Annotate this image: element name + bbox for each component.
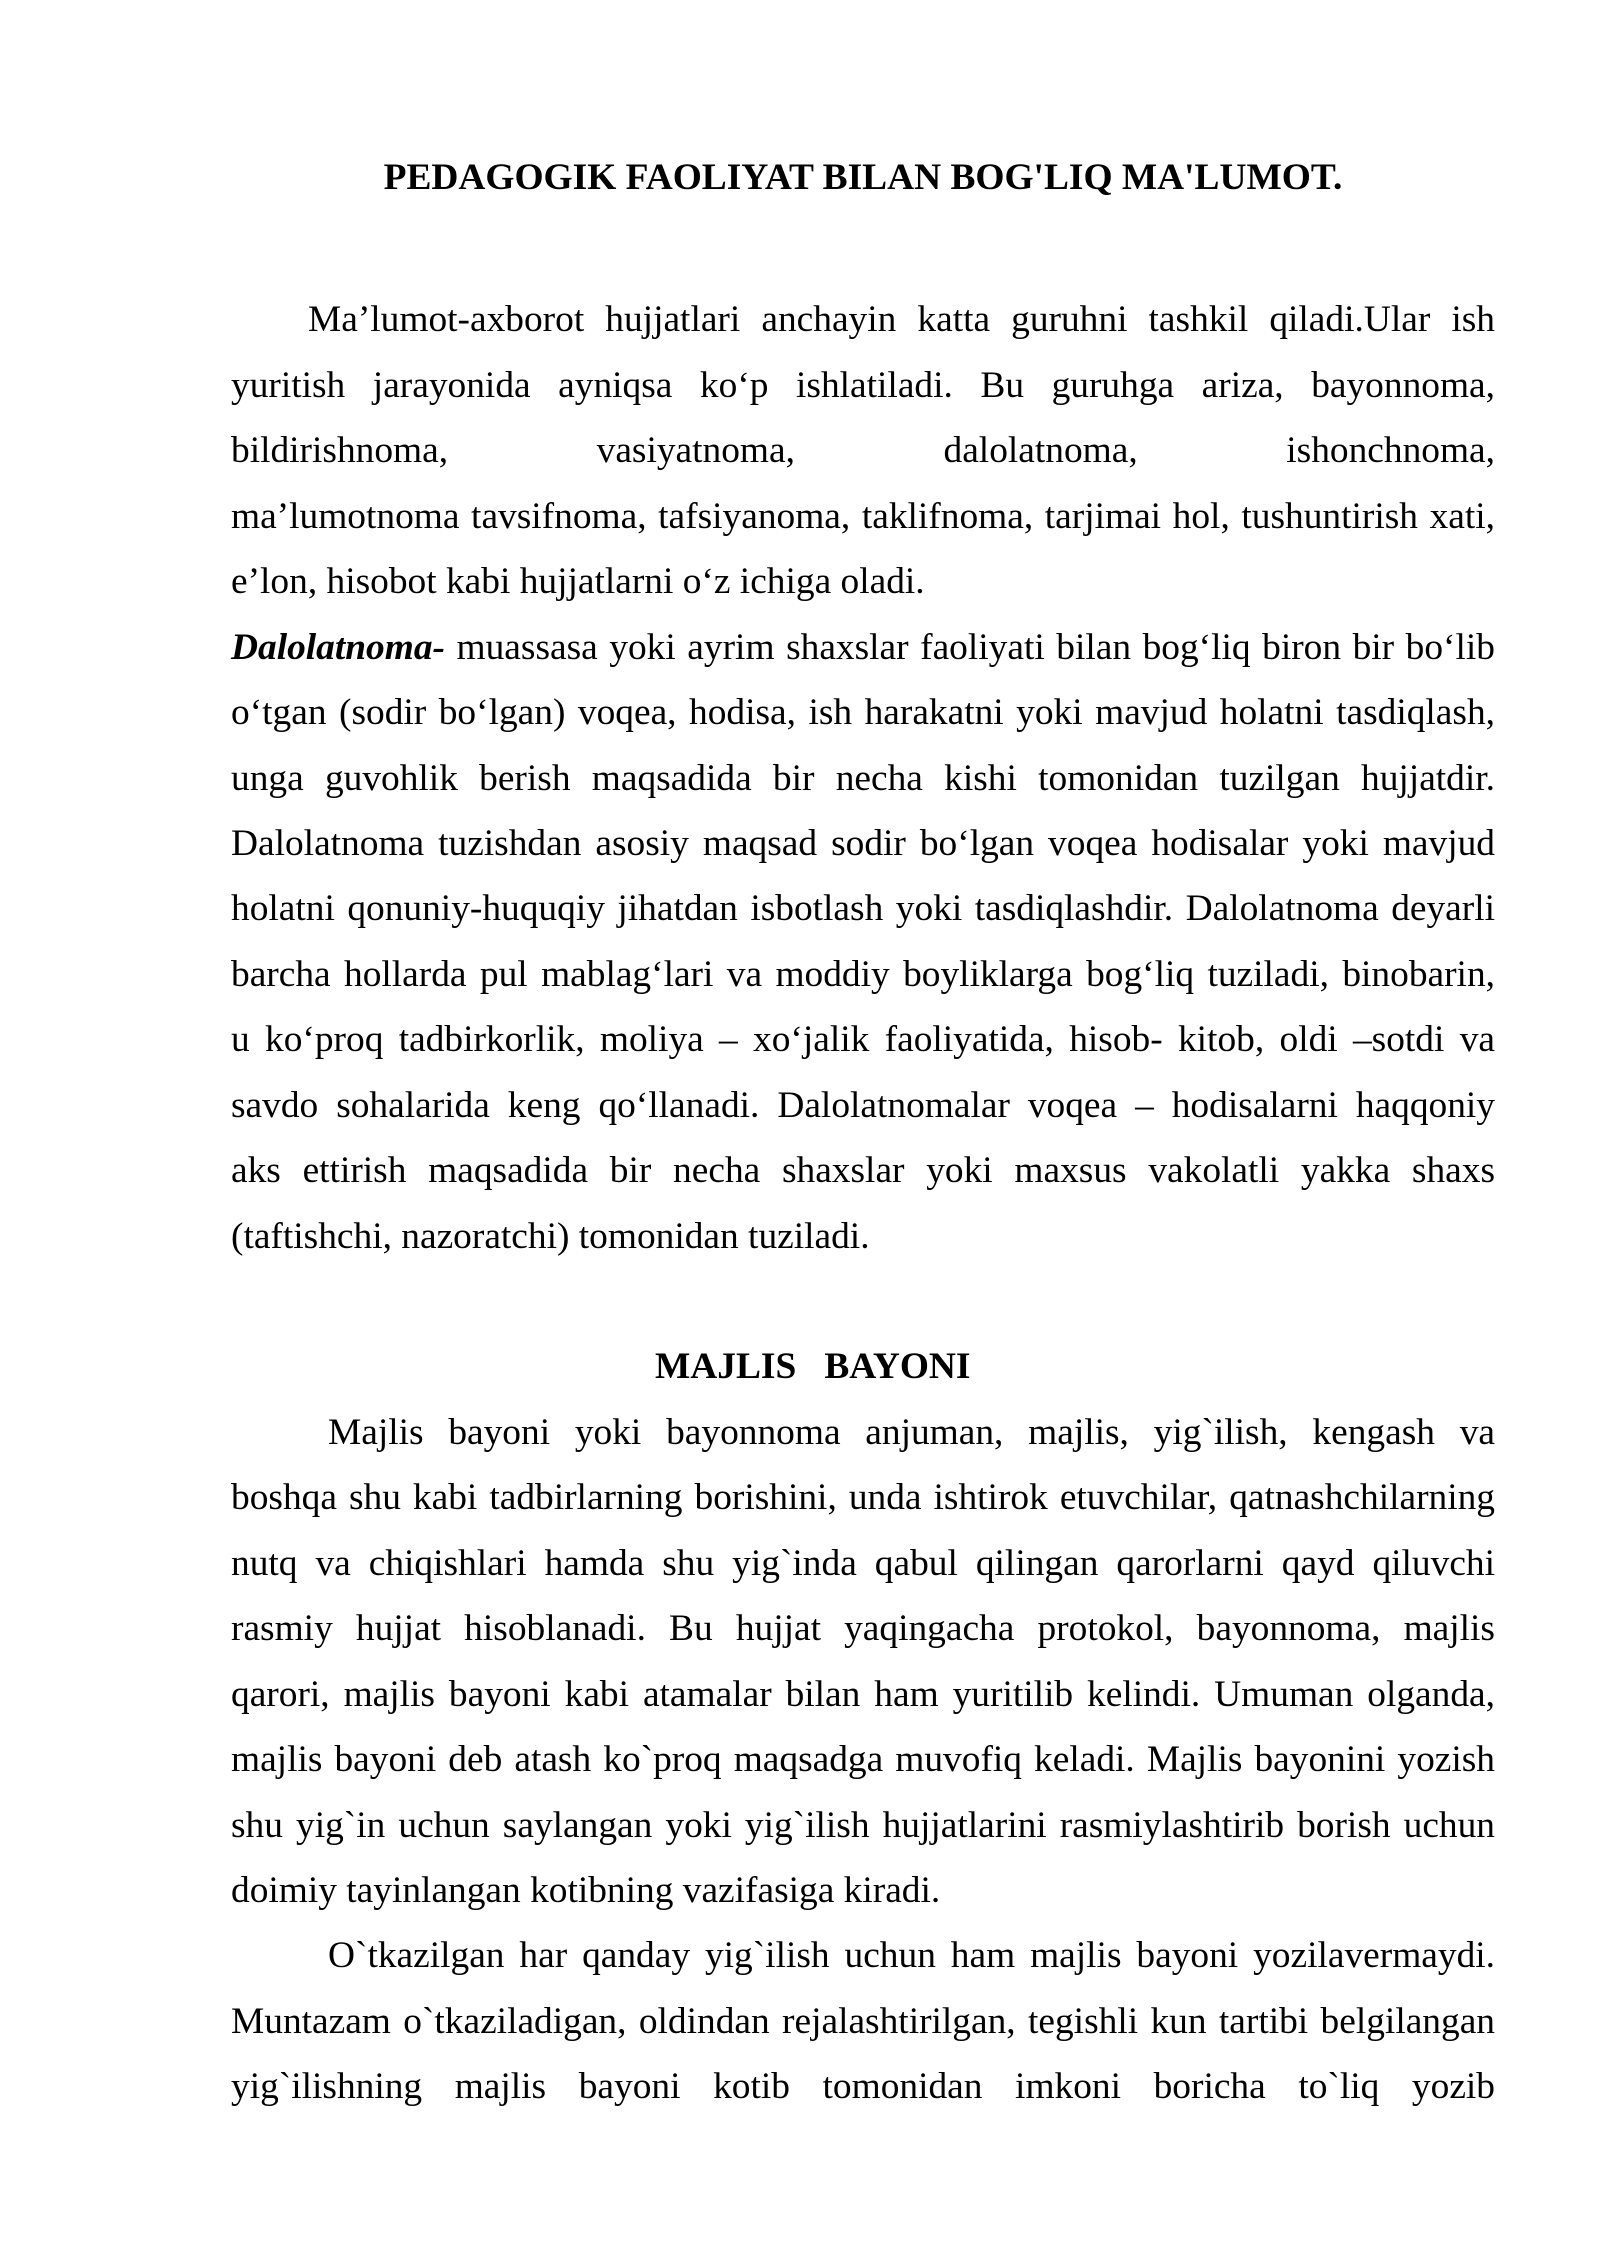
paragraph-line [231,615,1495,680]
document-body [231,145,1495,2120]
paragraph-line: aks ettirish maqsadida bir necha shaxslar yoki maxsus vakolatli yakka shaxs [231,1150,1495,1192]
paragraph-line: e’lon, hisobot kabi hujjatlarni o‘z ichiga oladi. [231,561,925,603]
definition-text: muassasa yoki ayrim shaxslar faoliyati bilan bog‘liq biron bir bo‘lib [456,626,1495,668]
paragraph-line: Dalolatnoma tuzishdan asosiy maqsad sodir bo‘lgan voqea hodisalar yoki mavjud [231,822,1495,864]
paragraph-line: boshqa shu kabi tadbirlarning borishini, unda ishtirok etuvchilar, qatnashchilarning [231,1477,1495,1519]
paragraph-line: O`tkazilgan har qanday yig`ilish uchun ham majlis bayoni yozilavermaydi. [328,1935,1495,1977]
paragraph-line: nutq va chiqishlari hamda shu yig`inda qabul qilingan qarorlarni qayd qiluvchi [231,1542,1495,1584]
paragraph-line: unga guvohlik berish maqsadida bir necha kishi tomonidan tuzilgan hujjatdir. [231,757,1495,799]
paragraph-line: Majlis bayoni yoki bayonnoma anjuman, majlis, yig`ilish, kengash va [328,1411,1495,1453]
paragraph-line: rasmiy hujjat hisoblanadi. Bu hujjat yaqingacha protokol, bayonnoma, majlis [231,1608,1495,1650]
term-dalolatnoma: Dalolatnoma- [231,626,445,668]
paragraph-line: doimiy tayinlangan kotibning vazifasiga kiradi. [231,1869,941,1911]
paragraph-line: yuritish jarayonida ayniqsa ko‘p ishlatiladi. Bu guruhga ariza, bayonnoma, [231,364,1495,406]
paragraph-line: Muntazam o`tkaziladigan, oldindan rejalashtirilgan, tegishli kun tartibi belgilangan [231,2000,1495,2042]
paragraph-line: (taftishchi, nazoratchi) tomonidan tuziladi. [231,1215,870,1257]
paragraph-line: Ma’lumot-axborot hujjatlari anchayin katta guruhni tashkil qiladi.Ular ish [308,299,1495,341]
paragraph-line: holatni qonuniy-huquqiy jihatdan isbotlash yoki tasdiqlashdir. Dalolatnoma deyarli [231,888,1495,930]
paragraph-line: yig`ilishning majlis bayoni kotib tomonidan imkoni boricha to`liq yozib [231,2066,1495,2108]
paragraph-line: shu yig`in uchun saylangan yoki yig`ilish hujjatlarini rasmiylashtirib borish uchun [231,1804,1495,1846]
paragraph-line: ma’lumotnoma tavsifnoma, tafsiyanoma, taklifnoma, tarjimai hol, tushuntirish xati, [231,495,1495,537]
paragraph-line: o‘tgan (sodir bo‘lgan) voqea, hodisa, ish harakatni yoki mavjud holatni tasdiqlash, [231,692,1495,734]
document-title: PEDAGOGIK FAOLIYAT BILAN BOG'LIQ MA'LUMOT. [383,157,1343,198]
paragraph-majlis-bayoni-continued [231,1923,1495,2119]
paragraph-intro [231,287,1495,614]
paragraph-line: bildirishnoma, vasiyatnoma, dalolatnoma, ishonchnoma, [231,430,1495,472]
paragraph-line: savdo sohalarida keng qo‘llanadi. Dalolatnomalar voqea – hodisalarni haqqoniy [231,1084,1495,1126]
paragraph-line: u ko‘proq tadbirkorlik, moliya – xo‘jalik faoliyatida, hisob- kitob, oldi –sotdi va [231,1019,1495,1061]
section-heading: MAJLIS BAYONI [655,1346,971,1388]
paragraph-line: qarori, majlis bayoni kabi atamalar bilan ham yuritilib kelindi. Umuman olganda, [231,1673,1495,1715]
paragraph-line: majlis bayoni deb atash ko`proq maqsadga muvofiq keladi. Majlis bayonini yozish [231,1739,1495,1781]
paragraph-majlis-bayoni [231,1400,1495,1924]
paragraph-line: barcha hollarda pul mablag‘lari va moddiy boyliklarga bog‘liq tuziladi, binobarin, [231,953,1495,995]
paragraph-dalolatnoma [231,615,1495,1269]
